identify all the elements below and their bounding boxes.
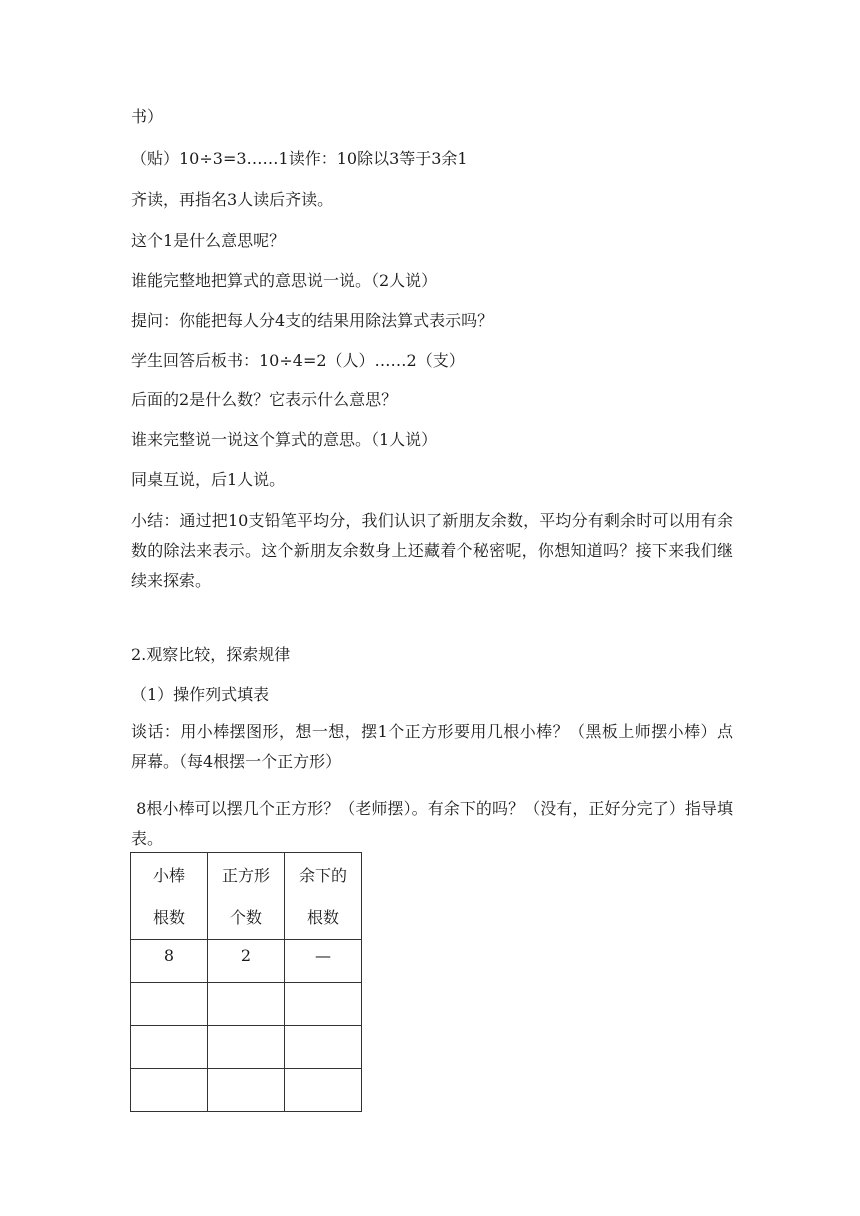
header-line: 余下的 [298,866,347,885]
summary-paragraph: 小结：通过把10支铅笔平均分，我们认识了新朋友余数，平均分有剩余时可以用有余数的除法来表示。这个新朋友余数身上还藏着个秘密呢，你想知道吗？接下来我们继续来探索。 [131,511,733,590]
section-title: 2.观察比较，探索规律 [131,645,291,664]
header-line: 小棒 [152,866,185,885]
text-line-3: 齐读，再指名3人读后齐读。 [131,190,334,209]
text-line-4: 这个1是什么意思呢？ [131,231,286,250]
text-line-10: 同桌互说，后1人说。 [131,470,286,489]
talk-paragraph-2: 8根小棒可以摆几个正方形？（老师摆）。有余下的吗？（没有，正好分完了）指导填表。 [131,799,733,848]
header-cell-squares [208,853,285,940]
header-line: 正方形 [221,866,270,885]
header-cell-remainder [285,853,362,940]
header-line: 个数 [229,908,262,927]
table-cell [131,983,208,1026]
text-line-2: （贴）10÷3=3……1读作：10除以3等于3余1 [131,149,468,168]
table-cell [208,983,285,1026]
table-cell [285,1026,362,1069]
talk-paragraph-1: 谈话：用小棒摆图形，想一想，摆1个正方形要用几根小棒？（黑板上师摆小棒）点屏幕。（每4根摆一个正方形） [131,722,733,771]
header-cell-sticks [131,853,208,940]
text-line-9: 谁来完整说一说这个算式的意思。（1人说） [131,430,438,449]
header-line: 根数 [306,908,339,927]
table-cell: 8 [131,940,208,983]
sub-title: （1）操作列式填表 [131,685,270,704]
table-cell [131,1069,208,1112]
table-header-row [131,853,362,940]
table-cell [285,983,362,1026]
table-row [131,983,362,1026]
table-cell: 2 [208,940,285,983]
text-line-6: 提问：你能把每人分4支的结果用除法算式表示吗？ [131,311,494,330]
header-line: 根数 [152,908,185,927]
table-row [131,1069,362,1112]
table-cell [131,1026,208,1069]
fill-in-table [130,852,362,1112]
text-line-8: 后面的2是什么数？它表示什么意思？ [131,390,398,409]
table-row [131,1026,362,1069]
table-row [131,940,362,983]
text-line-5: 谁能完整地把算式的意思说一说。（2人说） [131,271,438,290]
table-cell [285,1069,362,1112]
text-line-7: 学生回答后板书：10÷4=2（人）……2（支） [131,351,465,370]
table-cell: — [285,940,362,983]
text-line-1: 书） [131,107,164,126]
table-cell [208,1026,285,1069]
table-cell [208,1069,285,1112]
